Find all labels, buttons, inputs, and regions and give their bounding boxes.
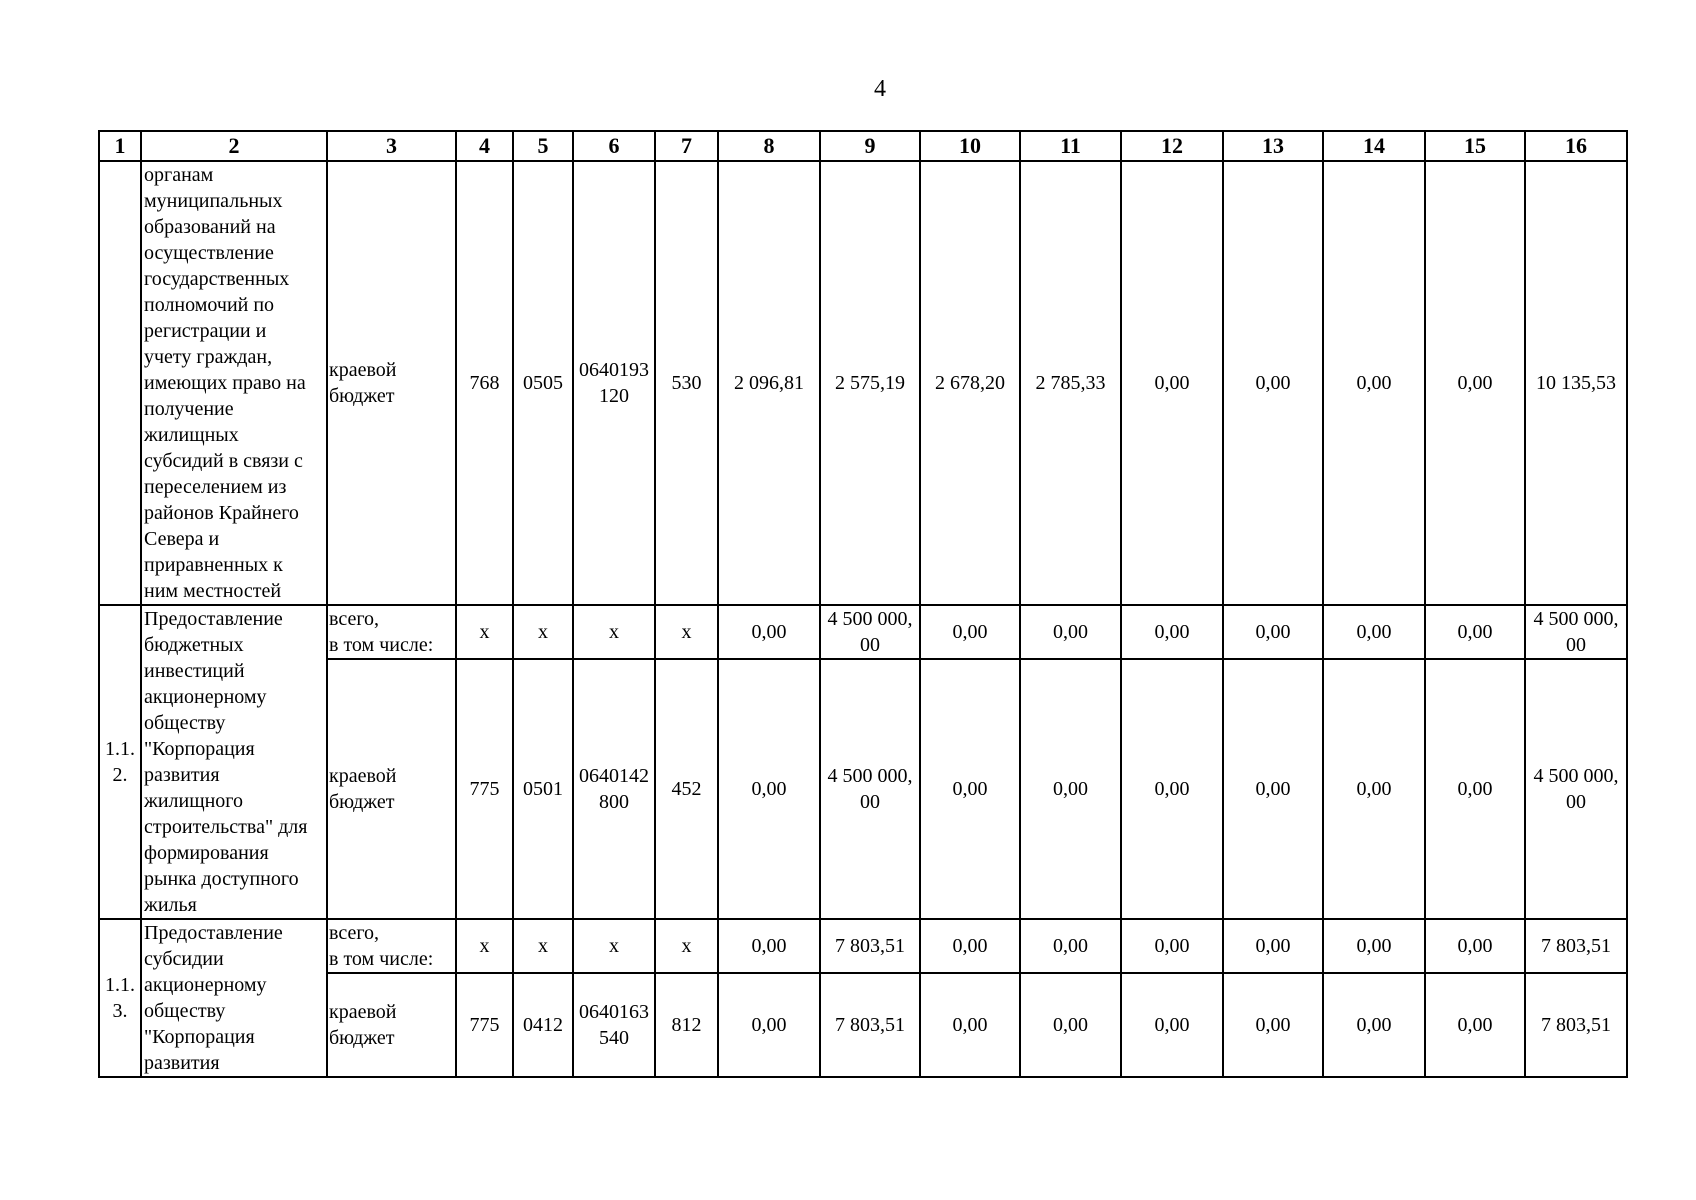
- column-header: 9: [820, 131, 920, 161]
- column-header: 7: [655, 131, 718, 161]
- column-header: 14: [1323, 131, 1425, 161]
- cell-grbs: 775: [456, 973, 513, 1077]
- funding-source: краевой бюджет: [327, 161, 456, 605]
- budget-table: [98, 130, 1628, 1078]
- cell-14: 0,00: [1323, 919, 1425, 973]
- cell-15: 0,00: [1425, 919, 1525, 973]
- cell-9: 7 803,51: [820, 919, 920, 973]
- column-header: 10: [920, 131, 1020, 161]
- column-header: 15: [1425, 131, 1525, 161]
- cell-14: 0,00: [1323, 659, 1425, 919]
- cell-11: 0,00: [1020, 659, 1121, 919]
- cell-rzpr: х: [513, 605, 573, 659]
- row-name: органам муниципальных образований на осуществление государственных полномочий по регистрации и учету граждан, имеющих право на получение жилищных субсидий в связи с переселением из районов Крайнего Севера и приравненных к ним местностей: [141, 161, 327, 605]
- column-header: 11: [1020, 131, 1121, 161]
- cell-rzpr: 0412: [513, 973, 573, 1077]
- cell-csr: 0640142 800: [573, 659, 655, 919]
- cell-vr: 812: [655, 973, 718, 1077]
- table-row: [99, 919, 1627, 973]
- cell-csr: 0640193 120: [573, 161, 655, 605]
- cell-8: 0,00: [718, 659, 820, 919]
- cell-8: 2 096,81: [718, 161, 820, 605]
- table-row: [99, 161, 1627, 605]
- cell-grbs: х: [456, 919, 513, 973]
- cell-12: 0,00: [1121, 973, 1223, 1077]
- cell-15: 0,00: [1425, 659, 1525, 919]
- column-header: 13: [1223, 131, 1323, 161]
- funding-source: всего, в том числе:: [327, 919, 456, 973]
- cell-13: 0,00: [1223, 605, 1323, 659]
- header-row: [99, 131, 1627, 161]
- cell-16: 7 803,51: [1525, 919, 1627, 973]
- cell-10: 2 678,20: [920, 161, 1020, 605]
- cell-14: 0,00: [1323, 973, 1425, 1077]
- cell-vr: х: [655, 919, 718, 973]
- column-header: 8: [718, 131, 820, 161]
- column-header: 12: [1121, 131, 1223, 161]
- cell-rzpr: 0505: [513, 161, 573, 605]
- row-name: Предоставление бюджетных инвестиций акционерному обществу "Корпорация развития жилищного строительства" для формирования рынка доступного жилья: [141, 605, 327, 919]
- column-header: 5: [513, 131, 573, 161]
- table-row: [99, 973, 1627, 1077]
- cell-csr: х: [573, 605, 655, 659]
- cell-15: 0,00: [1425, 605, 1525, 659]
- cell-16: 10 135,53: [1525, 161, 1627, 605]
- funding-source: всего, в том числе:: [327, 605, 456, 659]
- row-name: Предоставление субсидии акционерному обществу "Корпорация развития: [141, 919, 327, 1077]
- cell-10: 0,00: [920, 659, 1020, 919]
- cell-rzpr: 0501: [513, 659, 573, 919]
- row-id: 1.1. 2.: [99, 605, 141, 919]
- cell-11: 2 785,33: [1020, 161, 1121, 605]
- cell-vr: 530: [655, 161, 718, 605]
- funding-source: краевой бюджет: [327, 973, 456, 1077]
- column-header: 2: [141, 131, 327, 161]
- cell-9: 4 500 000, 00: [820, 659, 920, 919]
- cell-9: 7 803,51: [820, 973, 920, 1077]
- table-row: [99, 605, 1627, 659]
- cell-13: 0,00: [1223, 919, 1323, 973]
- cell-12: 0,00: [1121, 919, 1223, 973]
- cell-grbs: 768: [456, 161, 513, 605]
- cell-10: 0,00: [920, 919, 1020, 973]
- cell-12: 0,00: [1121, 605, 1223, 659]
- column-header: 3: [327, 131, 456, 161]
- row-id: 1.1. 3.: [99, 919, 141, 1077]
- cell-grbs: х: [456, 605, 513, 659]
- cell-rzpr: х: [513, 919, 573, 973]
- cell-9: 2 575,19: [820, 161, 920, 605]
- column-header: 16: [1525, 131, 1627, 161]
- cell-10: 0,00: [920, 973, 1020, 1077]
- cell-16: 7 803,51: [1525, 973, 1627, 1077]
- cell-vr: 452: [655, 659, 718, 919]
- cell-8: 0,00: [718, 919, 820, 973]
- cell-10: 0,00: [920, 605, 1020, 659]
- column-header: 4: [456, 131, 513, 161]
- cell-12: 0,00: [1121, 161, 1223, 605]
- cell-14: 0,00: [1323, 605, 1425, 659]
- row-id: [99, 161, 141, 605]
- page-number: 4: [874, 76, 886, 102]
- cell-vr: х: [655, 605, 718, 659]
- cell-8: 0,00: [718, 605, 820, 659]
- cell-13: 0,00: [1223, 973, 1323, 1077]
- cell-16: 4 500 000, 00: [1525, 659, 1627, 919]
- column-header: 1: [99, 131, 141, 161]
- cell-14: 0,00: [1323, 161, 1425, 605]
- cell-11: 0,00: [1020, 973, 1121, 1077]
- cell-15: 0,00: [1425, 973, 1525, 1077]
- cell-11: 0,00: [1020, 919, 1121, 973]
- cell-8: 0,00: [718, 973, 820, 1077]
- cell-csr: х: [573, 919, 655, 973]
- table-row: [99, 659, 1627, 919]
- cell-csr: 0640163 540: [573, 973, 655, 1077]
- cell-13: 0,00: [1223, 161, 1323, 605]
- cell-grbs: 775: [456, 659, 513, 919]
- cell-16: 4 500 000, 00: [1525, 605, 1627, 659]
- cell-12: 0,00: [1121, 659, 1223, 919]
- cell-11: 0,00: [1020, 605, 1121, 659]
- funding-source: краевой бюджет: [327, 659, 456, 919]
- cell-15: 0,00: [1425, 161, 1525, 605]
- cell-13: 0,00: [1223, 659, 1323, 919]
- cell-9: 4 500 000, 00: [820, 605, 920, 659]
- column-header: 6: [573, 131, 655, 161]
